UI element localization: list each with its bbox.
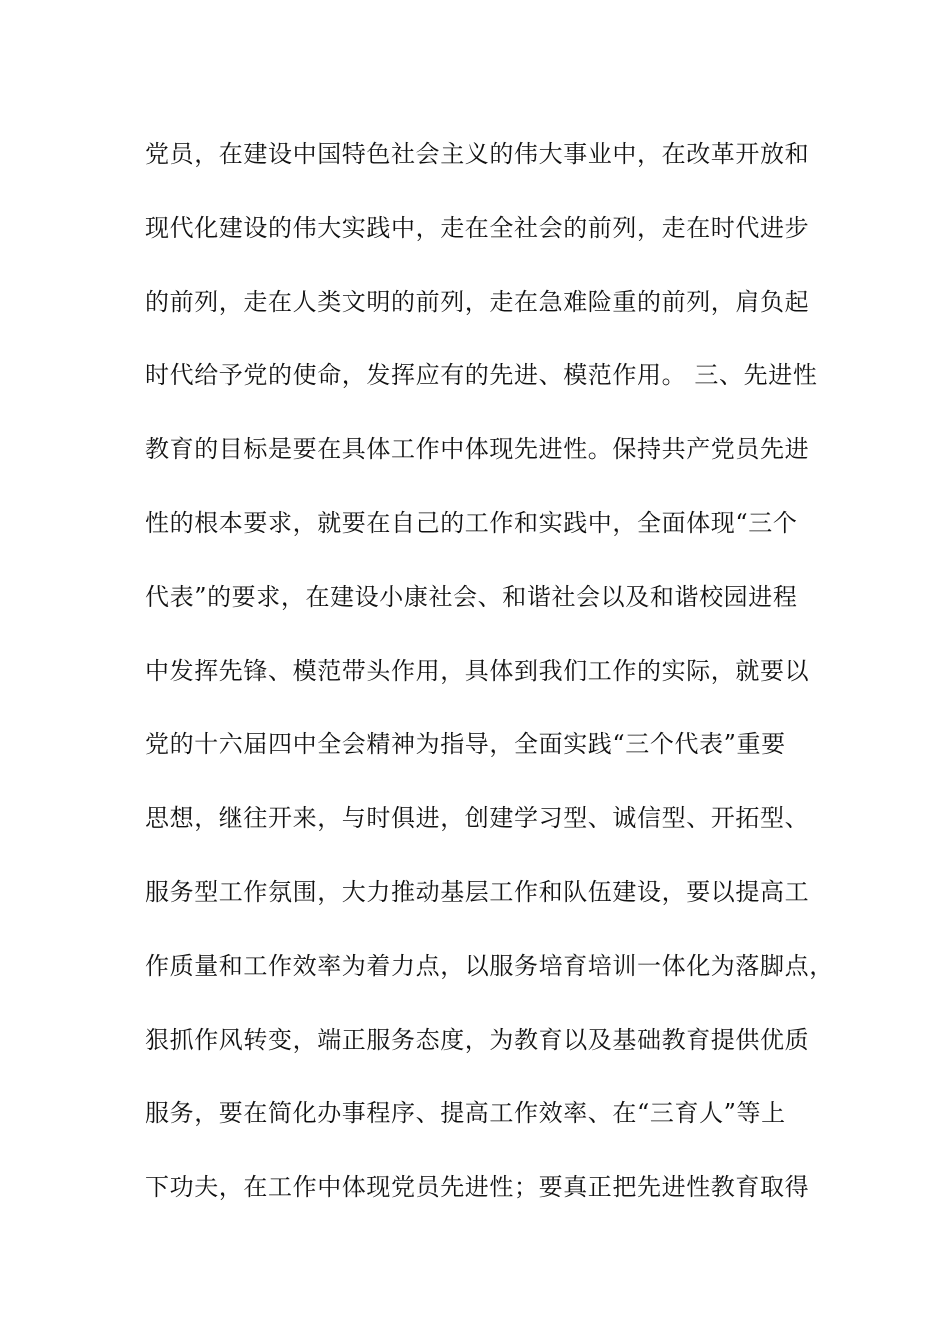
- text-line: 狠抓作风转变，端正服务态度，为教育以及基础教育提供优质: [145, 1025, 810, 1054]
- text-line: 时代给予党的使命，发挥应有的先进、模范作用。 三、先进性: [145, 361, 818, 390]
- text-line: 作质量和工作效率为着力点，以服务培育培训一体化为落脚点，: [145, 951, 834, 980]
- text-line: 教育的目标是要在具体工作中体现先进性。保持共产党员先进: [145, 435, 810, 464]
- body-text: [145, 130, 834, 1237]
- text-line: 服务，要在简化办事程序、提高工作效率、在“三育人”等上: [145, 1099, 786, 1128]
- text-line: 的前列，走在人类文明的前列，走在急难险重的前列，肩负起: [145, 287, 810, 316]
- text-line: 党的十六届四中全会精神为指导，全面实践“三个代表”重要: [145, 730, 786, 759]
- text-line: 服务型工作氛围，大力推动基层工作和队伍建设，要以提高工: [145, 877, 810, 906]
- text-line: 中发挥先锋、模范带头作用，具体到我们工作的实际，就要以: [145, 656, 810, 685]
- text-line: 下功夫，在工作中体现党员先进性；要真正把先进性教育取得: [145, 1173, 810, 1202]
- text-line: 代表”的要求，在建设小康社会、和谐社会以及和谐校园进程: [145, 582, 798, 611]
- text-line: 性的根本要求，就要在自己的工作和实践中，全面体现“三个: [145, 508, 798, 537]
- text-line: 党员，在建设中国特色社会主义的伟大事业中，在改革开放和: [145, 140, 810, 168]
- text-line: 思想，继往开来，与时俱进，创建学习型、诚信型、开拓型、: [145, 804, 810, 833]
- text-line: 现代化建设的伟大实践中，走在全社会的前列，走在时代进步: [145, 213, 810, 242]
